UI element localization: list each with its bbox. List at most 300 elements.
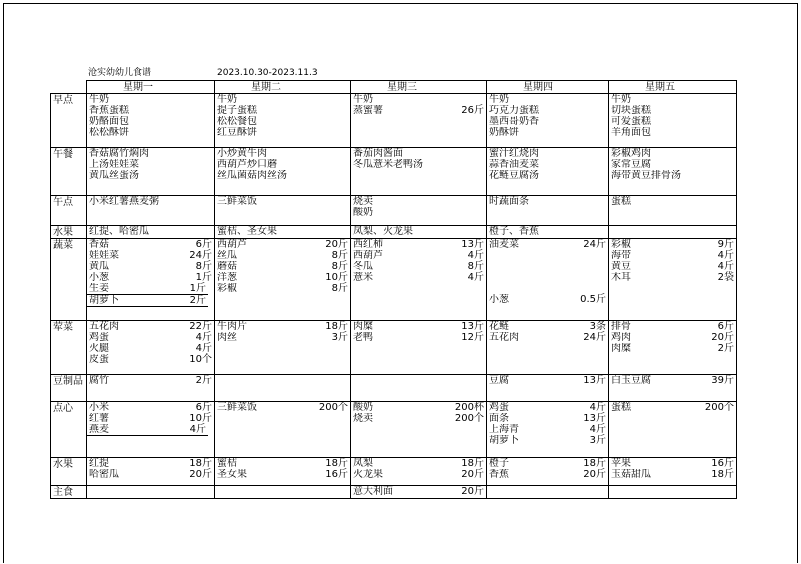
item-quantity: 1斤 xyxy=(189,283,206,294)
menu-item xyxy=(487,294,608,305)
item-name: 鸡蛋 xyxy=(489,402,509,413)
item-quantity: 0.5斤 xyxy=(580,294,606,305)
menu-item xyxy=(215,458,350,469)
menu-cell xyxy=(215,94,351,148)
menu-item xyxy=(609,402,736,413)
item-name: 香菇腐竹焖肉 xyxy=(89,148,149,159)
item-quantity: 13斤 xyxy=(583,413,606,424)
menu-item xyxy=(87,159,214,170)
menu-cell xyxy=(351,458,487,486)
item-name: 五花肉 xyxy=(489,332,519,343)
row-label: 早点 xyxy=(51,94,87,148)
menu-item xyxy=(215,196,350,207)
item-quantity: 4斤 xyxy=(717,261,734,272)
menu-item xyxy=(487,424,608,435)
row-lunch xyxy=(51,148,737,196)
menu-item xyxy=(487,435,608,446)
item-name: 洋葱 xyxy=(217,272,237,283)
item-quantity: 200个 xyxy=(704,402,734,413)
menu-cell xyxy=(87,226,215,239)
menu-item xyxy=(609,321,736,332)
item-name: 松松餐包 xyxy=(217,116,257,127)
item-name: 蘑菇 xyxy=(217,261,237,272)
item-quantity: 3条 xyxy=(589,321,606,332)
item-quantity: 4斤 xyxy=(589,402,606,413)
menu-cell xyxy=(487,148,609,196)
menu-item xyxy=(87,196,214,207)
item-name: 肉丝 xyxy=(217,332,237,343)
menu-item xyxy=(215,250,350,261)
item-quantity: 2斤 xyxy=(717,343,734,354)
menu-item xyxy=(351,148,486,159)
item-name: 胡萝卜 xyxy=(489,435,519,446)
menu-item xyxy=(487,127,608,138)
item-name: 三鲜菜饭 xyxy=(217,196,257,207)
menu-item xyxy=(609,170,736,181)
menu-item xyxy=(609,159,736,170)
menu-cell xyxy=(87,458,215,486)
row-breakfast xyxy=(51,94,737,148)
item-name: 小葱 xyxy=(89,272,109,283)
menu-item xyxy=(87,239,214,250)
row-snack xyxy=(51,196,737,226)
day-header: 星期五 xyxy=(609,81,737,94)
menu-item xyxy=(87,402,214,413)
item-name: 香蕉 xyxy=(489,469,509,480)
menu-item xyxy=(609,196,736,207)
menu-cell xyxy=(609,148,737,196)
row-vegetables xyxy=(51,239,737,321)
item-name: 烧卖 xyxy=(353,413,373,424)
item-quantity: 3斤 xyxy=(589,435,606,446)
row-label: 午点 xyxy=(51,196,87,226)
menu-item xyxy=(215,321,350,332)
item-quantity: 200个 xyxy=(454,413,484,424)
row-dessert xyxy=(51,402,737,458)
item-quantity: 4斤 xyxy=(589,424,606,435)
item-name: 生姜 xyxy=(89,283,109,294)
menu-cell xyxy=(609,196,737,226)
item-name: 蛋糕 xyxy=(611,402,631,413)
item-name: 巧克力蛋糕 xyxy=(489,105,539,116)
menu-item xyxy=(87,226,214,237)
row-meat xyxy=(51,321,737,375)
menu-item xyxy=(215,116,350,127)
menu-cell xyxy=(351,486,487,499)
item-name: 家常豆腐 xyxy=(611,159,651,170)
item-quantity: 6斤 xyxy=(195,402,212,413)
menu-item xyxy=(351,239,486,250)
menu-item xyxy=(609,469,736,480)
item-quantity: 20斤 xyxy=(325,239,348,250)
item-quantity: 13斤 xyxy=(583,375,606,386)
item-name: 香菇 xyxy=(89,239,109,250)
item-quantity: 4斤 xyxy=(467,250,484,261)
item-name: 蒜香油麦菜 xyxy=(489,159,539,170)
menu-item xyxy=(609,250,736,261)
menu-item xyxy=(215,272,350,283)
item-name: 上汤娃娃菜 xyxy=(89,159,139,170)
item-name: 黄瓜 xyxy=(89,261,109,272)
item-name: 圣女果 xyxy=(217,469,247,480)
row-label: 午餐 xyxy=(51,148,87,196)
menu-item xyxy=(351,469,486,480)
menu-item xyxy=(487,105,608,116)
item-name: 酸奶 xyxy=(353,207,373,218)
menu-item xyxy=(487,413,608,424)
menu-item xyxy=(351,94,486,105)
item-name: 薏米 xyxy=(353,272,373,283)
item-quantity: 4斤 xyxy=(195,332,212,343)
item-quantity: 22斤 xyxy=(189,321,212,332)
date-range: 2023.10.30-2023.11.3 xyxy=(217,68,318,78)
item-name: 蜜桔、圣女果 xyxy=(217,226,277,237)
item-name: 娃娃菜 xyxy=(89,250,119,261)
menu-item xyxy=(609,105,736,116)
menu-cell xyxy=(609,486,737,499)
menu-cell xyxy=(351,402,487,458)
item-name: 牛奶 xyxy=(611,94,631,105)
menu-item xyxy=(487,332,608,343)
menu-cell xyxy=(609,321,737,375)
item-name: 西红柿 xyxy=(353,239,383,250)
menu-item xyxy=(215,239,350,250)
menu-cell xyxy=(215,321,351,375)
item-name: 腐竹 xyxy=(89,375,109,386)
menu-item xyxy=(609,272,736,283)
menu-item xyxy=(609,116,736,127)
item-quantity: 2袋 xyxy=(717,272,734,283)
menu-item xyxy=(87,272,214,283)
item-quantity: 39斤 xyxy=(711,375,734,386)
menu-table xyxy=(50,80,737,499)
item-name: 彩椒 xyxy=(217,283,237,294)
menu-cell xyxy=(215,239,351,321)
item-quantity: 6斤 xyxy=(717,321,734,332)
menu-item xyxy=(487,239,608,250)
item-name: 凤梨、火龙果 xyxy=(353,226,413,237)
menu-item xyxy=(351,207,486,218)
item-quantity: 20斤 xyxy=(189,469,212,480)
menu-cell xyxy=(609,458,737,486)
menu-item xyxy=(351,226,486,237)
menu-cell xyxy=(609,226,737,239)
item-name: 奶酪面包 xyxy=(89,116,129,127)
item-name: 老鸭 xyxy=(353,332,373,343)
item-name: 提子蛋糕 xyxy=(217,105,257,116)
menu-item xyxy=(351,332,486,343)
menu-item xyxy=(487,402,608,413)
menu-cell xyxy=(351,321,487,375)
item-name: 火龙果 xyxy=(353,469,383,480)
menu-cell xyxy=(487,321,609,375)
menu-item xyxy=(215,159,350,170)
item-name: 彩椒 xyxy=(611,239,631,250)
menu-item xyxy=(487,116,608,127)
menu-item xyxy=(351,250,486,261)
item-quantity: 20斤 xyxy=(461,486,484,497)
school-title: 沧实幼幼儿食谱 xyxy=(88,68,152,78)
menu-cell xyxy=(215,402,351,458)
menu-cell xyxy=(487,94,609,148)
item-name: 苹果 xyxy=(611,458,631,469)
menu-cell xyxy=(351,226,487,239)
menu-item xyxy=(487,226,608,237)
item-name: 花鲢 xyxy=(489,321,509,332)
item-name: 西葫芦炒口蘑 xyxy=(217,159,277,170)
menu-item xyxy=(609,458,736,469)
item-name: 胡萝卜 xyxy=(89,295,119,306)
row-label: 荤菜 xyxy=(51,321,87,375)
item-quantity: 10个 xyxy=(189,354,212,365)
menu-cell xyxy=(87,375,215,402)
item-name: 牛肉片 xyxy=(217,321,247,332)
menu-cell xyxy=(87,486,215,499)
item-quantity: 26斤 xyxy=(461,105,484,116)
menu-cell xyxy=(87,321,215,375)
item-name: 墨西哥奶香 xyxy=(489,116,539,127)
menu-item xyxy=(87,458,214,469)
row-label: 水果 xyxy=(51,226,87,239)
row-fruit-qty xyxy=(51,458,737,486)
menu-item xyxy=(609,127,736,138)
item-quantity: 18斤 xyxy=(461,458,484,469)
item-name: 燕麦 xyxy=(89,424,109,435)
menu-item xyxy=(351,486,486,497)
menu-cell xyxy=(487,226,609,239)
menu-cell xyxy=(487,486,609,499)
item-name: 蜜汁红烧肉 xyxy=(489,148,539,159)
menu-item xyxy=(87,321,214,332)
item-name: 烧卖 xyxy=(353,196,373,207)
menu-item xyxy=(87,170,214,181)
item-quantity: 8斤 xyxy=(195,261,212,272)
day-header: 星期三 xyxy=(351,81,487,94)
menu-item xyxy=(215,469,350,480)
item-name: 彩椒鸡肉 xyxy=(611,148,651,159)
menu-cell xyxy=(87,148,215,196)
item-quantity: 20斤 xyxy=(583,469,606,480)
item-name: 牛奶 xyxy=(217,94,237,105)
row-staple xyxy=(51,486,737,499)
item-quantity: 20斤 xyxy=(461,469,484,480)
item-quantity: 18斤 xyxy=(711,469,734,480)
item-name: 香蕉蛋糕 xyxy=(89,105,129,116)
menu-cell xyxy=(215,196,351,226)
item-quantity: 8斤 xyxy=(467,261,484,272)
item-quantity: 20斤 xyxy=(711,332,734,343)
item-name: 冬瓜 xyxy=(353,261,373,272)
item-name: 小炒黄牛肉 xyxy=(217,148,267,159)
row-fruit-menu xyxy=(51,226,737,239)
item-name: 哈密瓜 xyxy=(89,469,119,480)
item-quantity: 8斤 xyxy=(331,250,348,261)
item-name: 蒸蜜薯 xyxy=(353,105,383,116)
item-quantity: 2斤 xyxy=(189,295,206,306)
menu-item xyxy=(215,127,350,138)
row-label: 豆制品 xyxy=(51,375,87,402)
menu-item xyxy=(87,127,214,138)
item-name: 牛奶 xyxy=(89,94,109,105)
menu-item xyxy=(609,148,736,159)
item-name: 红豆酥饼 xyxy=(217,127,257,138)
item-name: 黄瓜丝蛋汤 xyxy=(89,170,139,181)
item-quantity: 8斤 xyxy=(331,261,348,272)
menu-item xyxy=(87,148,214,159)
item-quantity: 18斤 xyxy=(325,321,348,332)
item-name: 玉菇甜瓜 xyxy=(611,469,651,480)
item-quantity: 10斤 xyxy=(189,413,212,424)
menu-item xyxy=(609,94,736,105)
item-name: 小米 xyxy=(89,402,109,413)
item-name: 橙子、香蕉 xyxy=(489,226,539,237)
menu-item xyxy=(87,332,214,343)
row-label: 主食 xyxy=(51,486,87,499)
item-name: 西葫芦 xyxy=(353,250,383,261)
item-quantity: 4斤 xyxy=(717,250,734,261)
menu-item xyxy=(487,196,608,207)
item-name: 黄豆 xyxy=(611,261,631,272)
item-name: 意大利面 xyxy=(353,486,393,497)
menu-cell xyxy=(609,239,737,321)
menu-item xyxy=(87,469,214,480)
menu-item xyxy=(609,375,736,386)
item-quantity: 24斤 xyxy=(189,250,212,261)
item-name: 蛋糕 xyxy=(611,196,631,207)
menu-item xyxy=(215,148,350,159)
menu-item xyxy=(87,375,214,386)
item-name: 肉糜 xyxy=(353,321,373,332)
menu-item xyxy=(487,159,608,170)
menu-cell xyxy=(351,196,487,226)
menu-cell xyxy=(87,196,215,226)
item-quantity: 1斤 xyxy=(195,272,212,283)
menu-item xyxy=(351,321,486,332)
item-name: 切块蛋糕 xyxy=(611,105,651,116)
day-header: 星期二 xyxy=(215,81,351,94)
menu-item xyxy=(215,226,350,237)
row-label: 水果 xyxy=(51,458,87,486)
item-quantity: 6斤 xyxy=(195,239,212,250)
menu-item xyxy=(487,94,608,105)
menu-cell xyxy=(487,375,609,402)
menu-item xyxy=(87,295,208,307)
item-quantity: 8斤 xyxy=(331,283,348,294)
item-quantity: 4斤 xyxy=(195,343,212,354)
menu-item xyxy=(215,402,350,413)
item-quantity: 9斤 xyxy=(717,239,734,250)
menu-cell xyxy=(87,402,215,458)
menu-item xyxy=(215,261,350,272)
item-name: 红提 xyxy=(89,458,109,469)
menu-cell xyxy=(215,226,351,239)
item-name: 肉糜 xyxy=(611,343,631,354)
item-name: 皮蛋 xyxy=(89,354,109,365)
menu-item xyxy=(487,375,608,386)
item-name: 橙子 xyxy=(489,458,509,469)
menu-item xyxy=(87,116,214,127)
row-label: 点心 xyxy=(51,402,87,458)
menu-item xyxy=(351,402,486,413)
item-quantity: 12斤 xyxy=(461,332,484,343)
menu-item xyxy=(609,332,736,343)
menu-item xyxy=(487,469,608,480)
menu-item xyxy=(351,458,486,469)
item-quantity: 2斤 xyxy=(195,375,212,386)
day-header: 星期一 xyxy=(87,81,215,94)
item-quantity: 13斤 xyxy=(461,239,484,250)
item-name: 海带黄豆排骨汤 xyxy=(611,170,681,181)
item-quantity: 18斤 xyxy=(189,458,212,469)
menu-item xyxy=(351,105,486,116)
menu-cell xyxy=(487,458,609,486)
item-name: 花鲢豆腐汤 xyxy=(489,170,539,181)
item-quantity: 18斤 xyxy=(325,458,348,469)
item-quantity: 4斤 xyxy=(467,272,484,283)
item-name: 西葫芦 xyxy=(217,239,247,250)
menu-cell xyxy=(215,375,351,402)
menu-cell xyxy=(487,239,609,321)
row-bean xyxy=(51,375,737,402)
item-name: 小米红薯燕麦粥 xyxy=(89,196,159,207)
item-name: 木耳 xyxy=(611,272,631,283)
menu-cell xyxy=(609,375,737,402)
menu-item xyxy=(609,239,736,250)
menu-item xyxy=(351,196,486,207)
menu-cell xyxy=(351,239,487,321)
item-quantity: 24斤 xyxy=(583,239,606,250)
menu-item xyxy=(87,250,214,261)
menu-item xyxy=(215,105,350,116)
menu-item xyxy=(87,261,214,272)
menu-item xyxy=(215,170,350,181)
item-name: 油麦菜 xyxy=(489,239,519,250)
item-quantity: 4斤 xyxy=(189,424,206,435)
item-quantity: 24斤 xyxy=(583,332,606,343)
item-name: 丝瓜 xyxy=(217,250,237,261)
menu-item xyxy=(87,424,208,436)
item-name: 上海青 xyxy=(489,424,519,435)
item-quantity: 200杯 xyxy=(454,402,484,413)
item-name: 豆腐 xyxy=(489,375,509,386)
item-name: 可爱蛋糕 xyxy=(611,116,651,127)
menu-item xyxy=(487,148,608,159)
item-quantity: 16斤 xyxy=(711,458,734,469)
item-quantity: 10斤 xyxy=(325,272,348,283)
item-name: 红提、哈密瓜 xyxy=(89,226,149,237)
menu-cell xyxy=(87,239,215,321)
item-name: 丝瓜菌菇肉丝汤 xyxy=(217,170,287,181)
item-name: 羊角面包 xyxy=(611,127,651,138)
menu-cell xyxy=(487,196,609,226)
menu-cell xyxy=(351,375,487,402)
item-name: 牛奶 xyxy=(353,94,373,105)
menu-item xyxy=(487,321,608,332)
menu-item xyxy=(609,261,736,272)
menu-item xyxy=(351,159,486,170)
item-name: 面条 xyxy=(489,413,509,424)
menu-item xyxy=(87,94,214,105)
menu-cell xyxy=(487,402,609,458)
item-name: 小葱 xyxy=(489,294,509,305)
menu-cell xyxy=(351,94,487,148)
item-name: 冬瓜薏米老鸭汤 xyxy=(353,159,423,170)
day-header: 星期四 xyxy=(487,81,609,94)
item-name: 红薯 xyxy=(89,413,109,424)
menu-cell xyxy=(609,94,737,148)
menu-item xyxy=(87,343,214,354)
item-name: 鸡肉 xyxy=(611,332,631,343)
